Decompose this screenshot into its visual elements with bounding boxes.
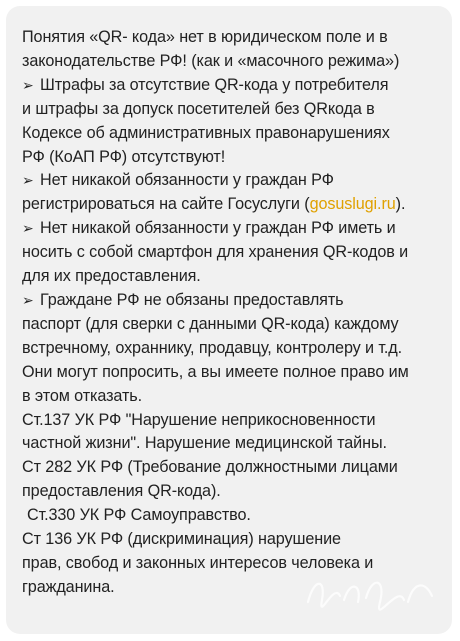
text-line-end: ). bbox=[395, 195, 406, 214]
text-line: Ст 282 УК РФ (Требование должностными лицами bbox=[22, 458, 398, 477]
text-line: гражданина. bbox=[22, 577, 115, 596]
text-line: Они могут попросить, а вы имеете полное право им bbox=[22, 362, 409, 381]
text-line: для их предоставления. bbox=[22, 267, 201, 286]
text-line: Ст.330 УК РФ Самоуправство. bbox=[27, 506, 251, 525]
bullet-item-fines bbox=[22, 74, 436, 98]
text-line: прав, свобод и законных интересов человека и bbox=[22, 553, 374, 572]
text-line: паспорт (для сверки с данными QR-кода) каждому bbox=[22, 314, 399, 333]
text-line: частной жизни". Нарушение медицинской тайны. bbox=[22, 434, 387, 453]
bullet-item-passport bbox=[22, 289, 436, 313]
text-line: Понятия «QR- кода» нет в юридическом поле и в bbox=[22, 28, 388, 46]
text-line: регистрироваться на сайте Госуслуги ( bbox=[22, 195, 310, 214]
text-line: носить с собой смартфон для хранения QR-кодов и bbox=[22, 243, 409, 262]
text-line: Граждане РФ не обязаны предоставлять bbox=[40, 290, 344, 309]
text-line: Штрафы за отсутствие QR-кода у потребителя bbox=[40, 75, 389, 94]
arrow-bullet-icon: ➢ bbox=[22, 220, 34, 237]
text-line: встречному, охраннику, продавцу, контролеру и т.д. bbox=[22, 338, 403, 357]
text-line: Ст 136 УК РФ (дискриминация) нарушение bbox=[22, 530, 341, 549]
text-line: РФ (КоАП РФ) отсутствуют! bbox=[22, 147, 226, 166]
text-line: и штрафы за допуск посетителей без QRкода в bbox=[22, 99, 375, 118]
text-line: в этом отказать. bbox=[22, 386, 142, 405]
bullet-item-smartphone bbox=[22, 217, 436, 241]
text-line: Кодексе об административных правонарушениях bbox=[22, 123, 390, 142]
arrow-bullet-icon: ➢ bbox=[22, 76, 34, 93]
text-line: Нет никакой обязанности у граждан РФ иметь и bbox=[40, 219, 396, 238]
text-line-with-link bbox=[22, 193, 436, 217]
bullet-item-registration bbox=[22, 169, 436, 193]
text-line: предоставления QR-кода). bbox=[22, 482, 221, 501]
arrow-bullet-icon: ➢ bbox=[22, 291, 34, 308]
text-line: законодательстве РФ! (как и «масочного режима») bbox=[22, 51, 400, 70]
arrow-bullet-icon: ➢ bbox=[22, 172, 34, 189]
text-line: Ст.137 УК РФ "Нарушение неприкосновенности bbox=[22, 410, 376, 429]
gosuslugi-link[interactable]: gosuslugi.ru bbox=[309, 195, 396, 214]
text-line: Нет никакой обязанности у граждан РФ bbox=[40, 171, 334, 190]
text-card bbox=[6, 6, 452, 634]
